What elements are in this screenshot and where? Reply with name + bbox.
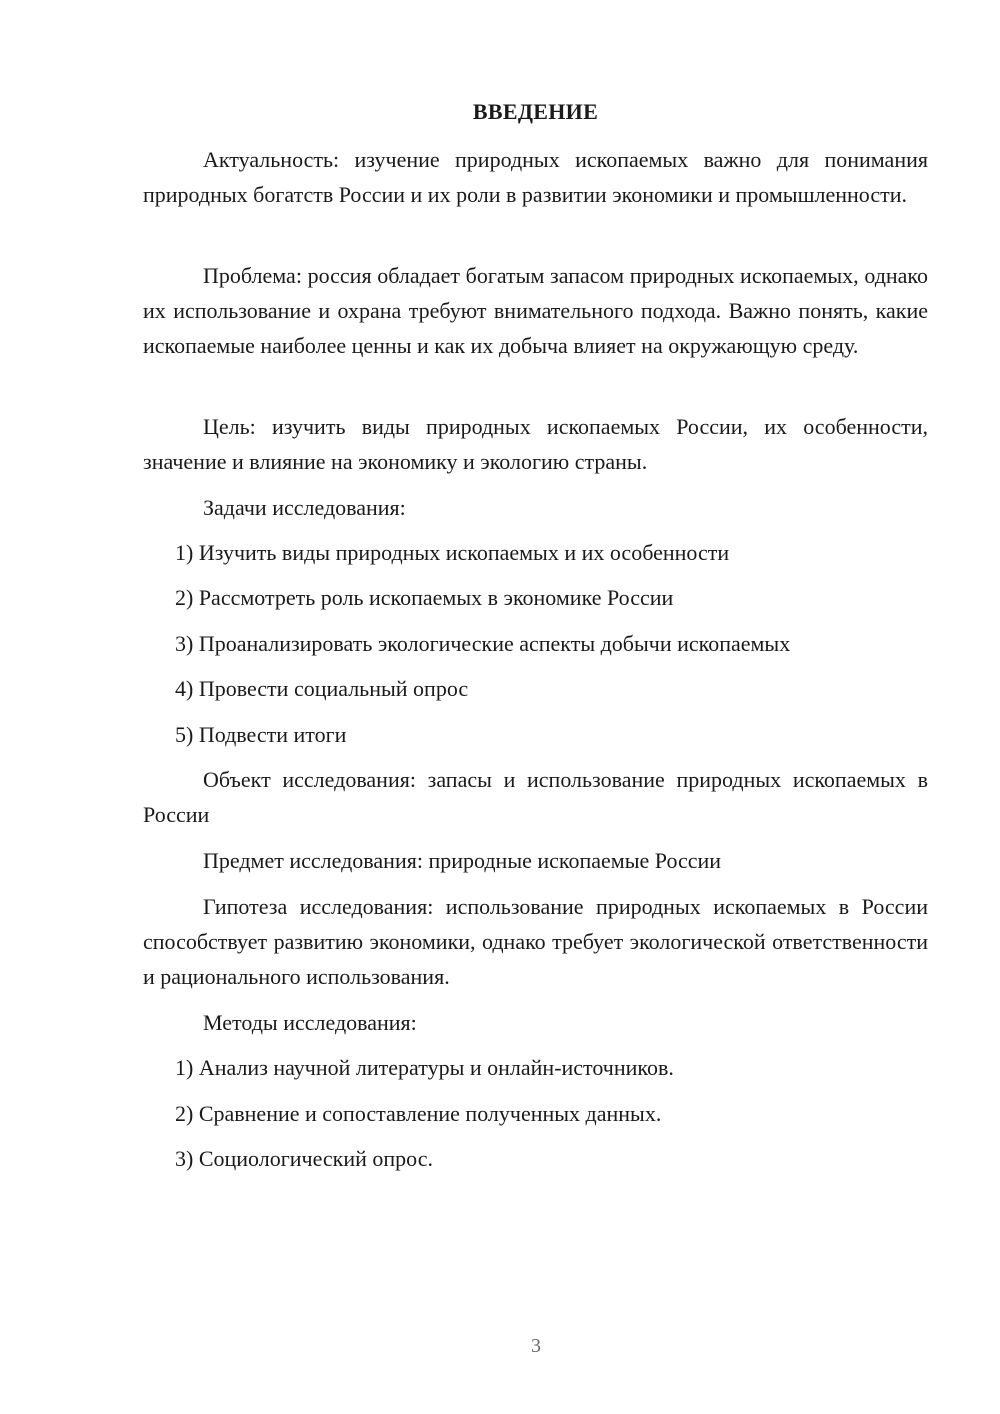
hypothesis-paragraph: Гипотеза исследования: использование природных ископаемых в России способствует развитию экономики, однако требует экологической ответственности и рационального использования. — [143, 894, 928, 989]
tasks-label: Задачи исследования: — [203, 495, 406, 520]
method-item: 3) Социологический опрос. — [175, 1146, 433, 1171]
method-item: 1) Анализ научной литературы и онлайн-источников. — [175, 1055, 674, 1080]
task-item: 4) Провести социальный опрос — [175, 676, 469, 701]
page-number: 3 — [531, 1335, 541, 1357]
task-item: 2) Рассмотреть роль ископаемых в экономике России — [175, 585, 674, 610]
subject-paragraph: Предмет исследования: природные ископаемые России — [203, 848, 722, 873]
task-item: 1) Изучить виды природных ископаемых и их особенности — [175, 540, 730, 565]
task-item: 3) Проанализировать экологические аспекты добычи ископаемых — [175, 631, 791, 656]
task-item: 5) Подвести итоги — [175, 722, 347, 747]
relevance-paragraph: Актуальность: изучение природных ископаемых важно для понимания природных богатств России и их роли в развитии экономики и промышленности. — [143, 147, 928, 207]
object-paragraph: Объект исследования: запасы и использование природных ископаемых в России — [143, 767, 928, 827]
goal-paragraph: Цель: изучить виды природных ископаемых России, их особенности, значение и влияние на экономику и экологию страны. — [143, 414, 928, 474]
section-heading: ВВЕДЕНИЕ — [472, 99, 599, 124]
method-item: 2) Сравнение и сопоставление полученных данных. — [175, 1101, 662, 1126]
methods-label: Методы исследования: — [203, 1010, 417, 1035]
problem-paragraph: Проблема: россия обладает богатым запасом природных ископаемых, однако их использование и охрана требуют внимательного подхода. Важно понять, какие ископаемые наиболее ценны и как их добыча влияет на окружающую среду. — [143, 263, 928, 358]
